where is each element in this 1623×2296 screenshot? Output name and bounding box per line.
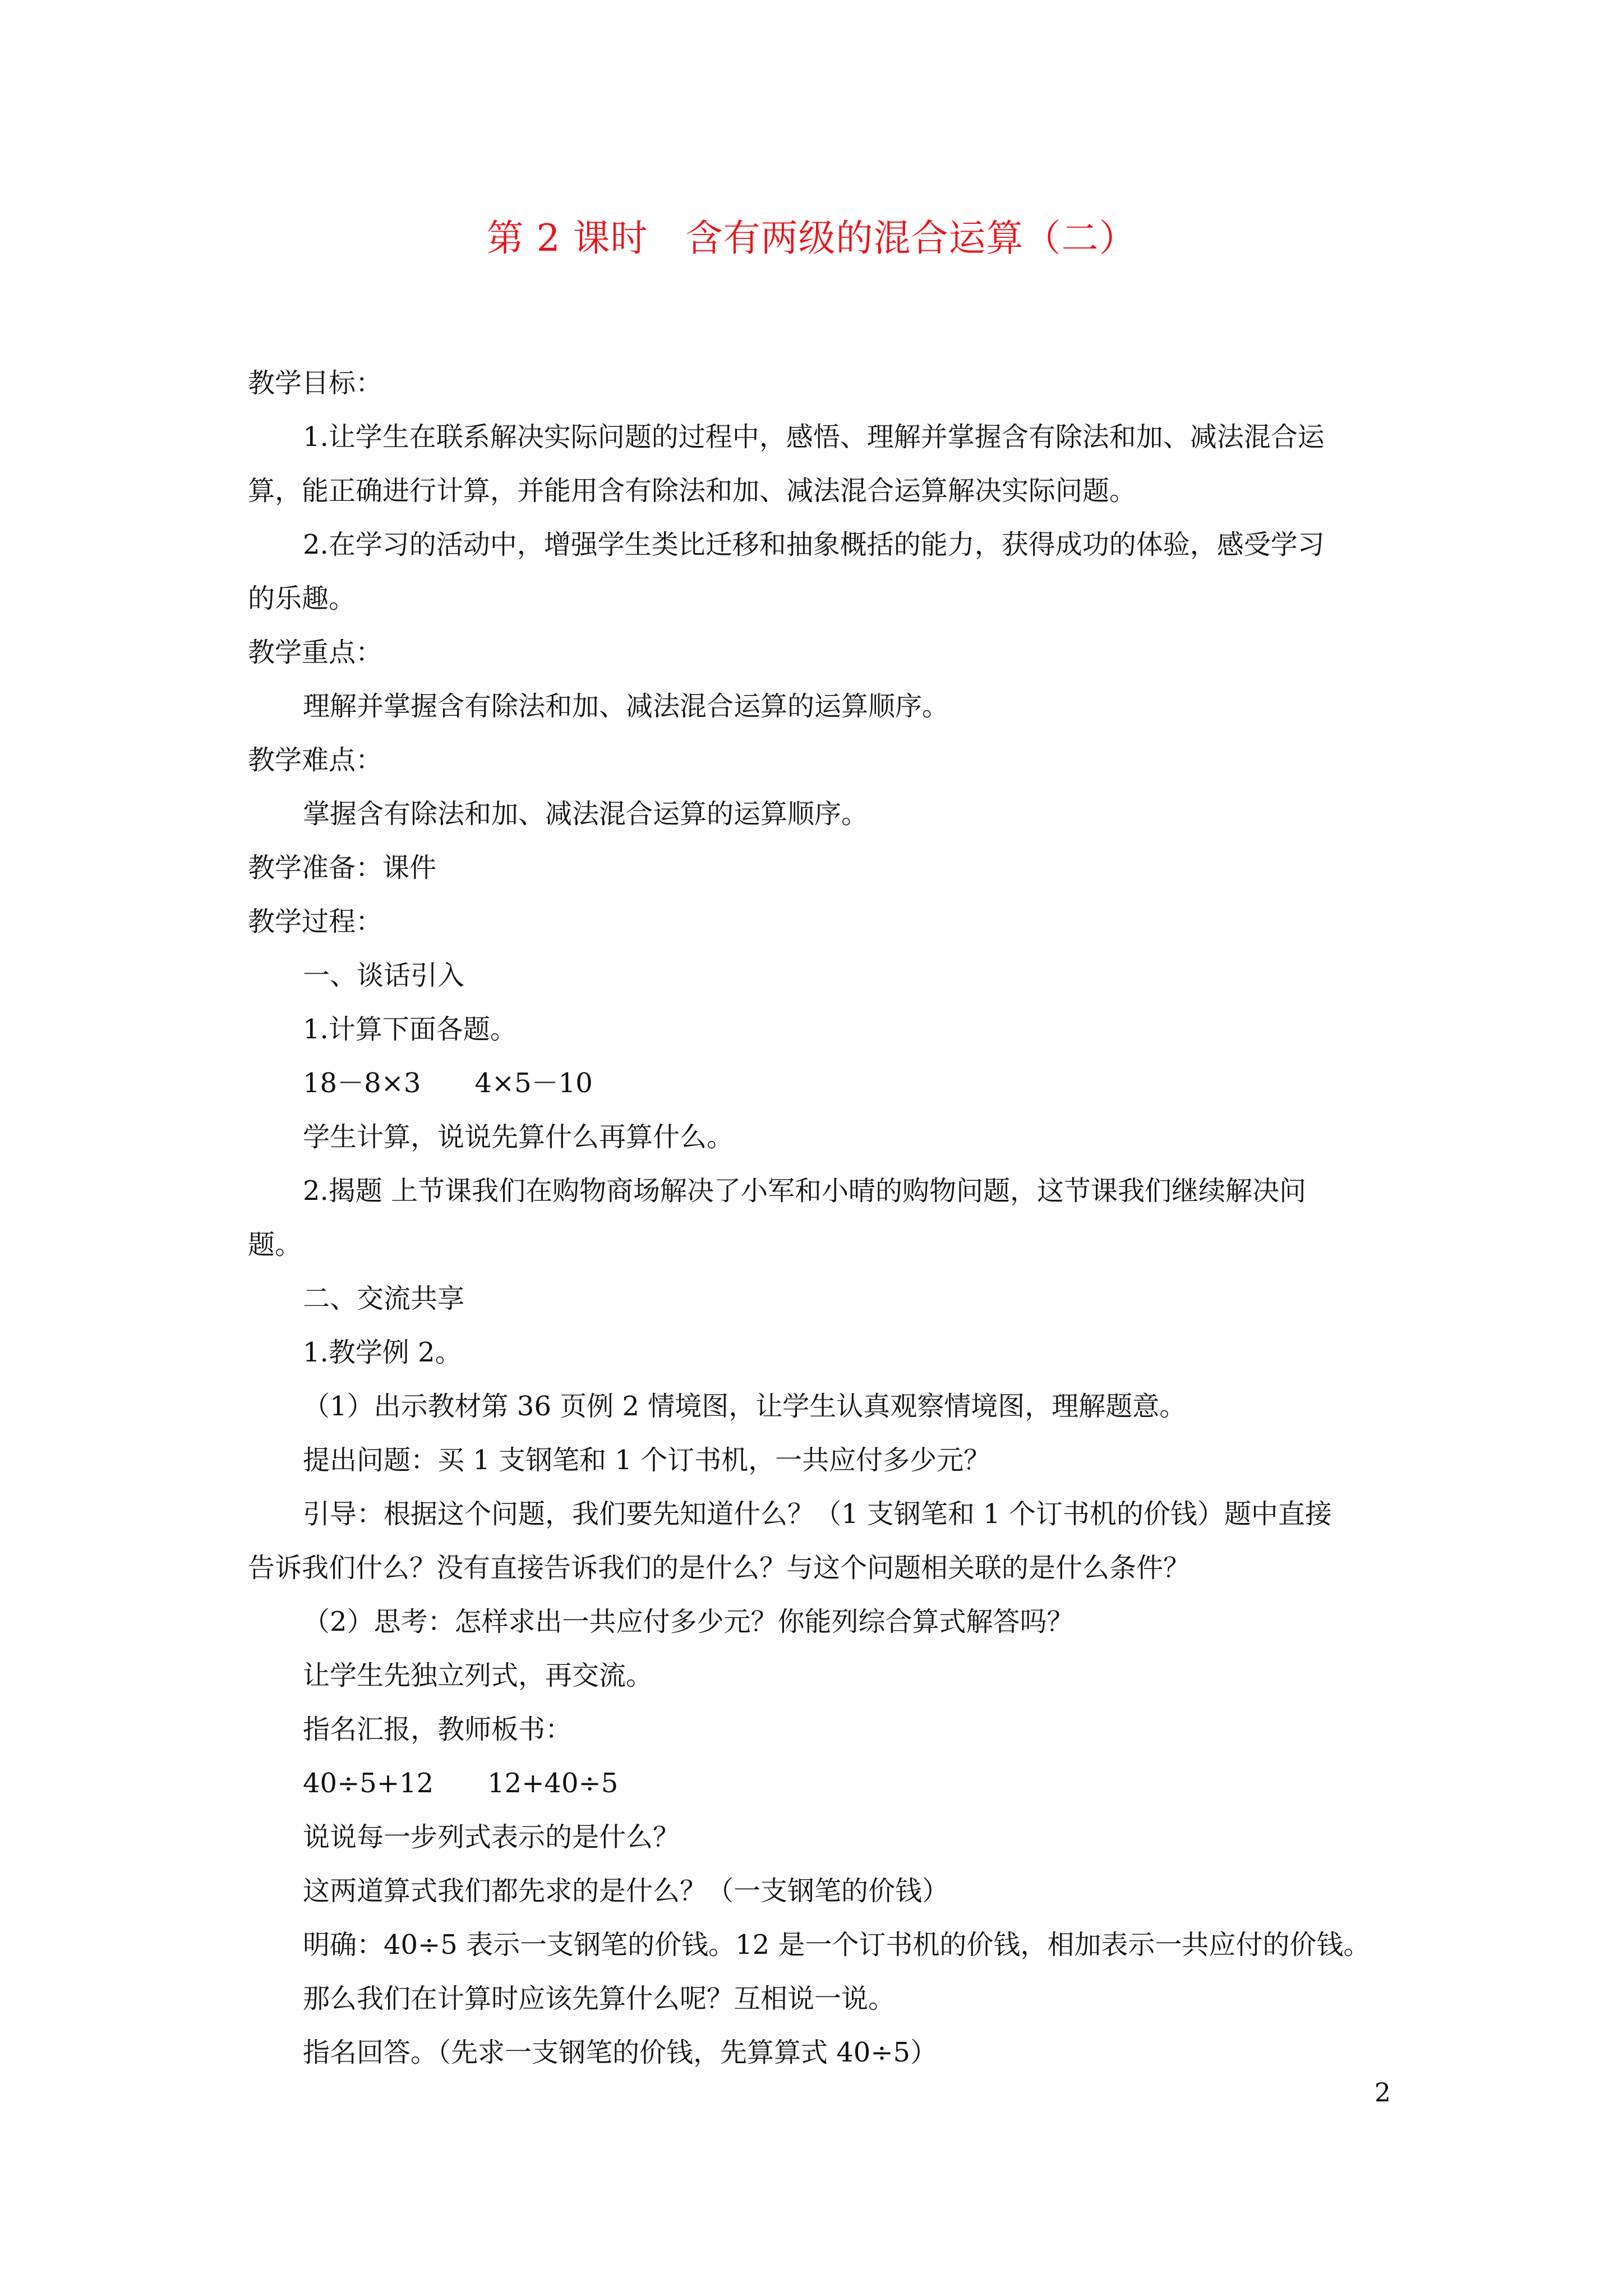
paragraph-line: 那么我们在计算时应该先算什么呢？互相说一说。 bbox=[303, 1983, 896, 2014]
subsection-heading: 二、交流共享 bbox=[303, 1283, 465, 1314]
paragraph-line: 2.在学习的活动中，增强学生类比迁移和抽象概括的能力，获得成功的体验，感受学习 bbox=[303, 529, 1325, 560]
section-heading-difficulties: 教学难点： bbox=[248, 744, 383, 776]
paragraph-line: 1.教学例 2。 bbox=[303, 1337, 462, 1368]
math-expression-line: 40÷5+12 12+40÷5 bbox=[303, 1768, 619, 1799]
page-title: 第 2 课时 含有两级的混合运算（二） bbox=[486, 217, 1137, 260]
paragraph-line: 告诉我们什么？没有直接告诉我们的是什么？与这个问题相关联的是什么条件？ bbox=[248, 1552, 1191, 1584]
paragraph-line: 说说每一步列式表示的是什么？ bbox=[303, 1821, 680, 1853]
paragraph-line: 学生计算，说说先算什么再算什么。 bbox=[303, 1121, 734, 1153]
paragraph-line: 题。 bbox=[248, 1229, 302, 1260]
paragraph-line: 1.让学生在联系解决实际问题的过程中，感悟、理解并掌握含有除法和加、减法混合运 bbox=[303, 421, 1325, 453]
document-body bbox=[248, 356, 1395, 2079]
paragraph-line: 明确：40÷5 表示一支钢笔的价钱。12 是一个订书机的价钱，相加表示一共应付的价钱。 bbox=[303, 1929, 1371, 1961]
paragraph-line: 的乐趣。 bbox=[248, 583, 356, 614]
section-heading-preparation: 教学准备：课件 bbox=[248, 852, 437, 884]
paragraph-line: （1）出示教材第 36 页例 2 情境图，让学生认真观察情境图，理解题意。 bbox=[303, 1391, 1187, 1422]
section-heading-objectives: 教学目标： bbox=[248, 367, 383, 399]
paragraph-line: 2.揭题 上节课我们在购物商场解决了小军和小晴的购物问题，这节课我们继续解决问 bbox=[303, 1175, 1307, 1207]
section-heading-process: 教学过程： bbox=[248, 906, 383, 937]
paragraph-line: 提出问题：买 1 支钢笔和 1 个订书机，一共应付多少元？ bbox=[303, 1444, 991, 1476]
paragraph-line: 掌握含有除法和加、减法混合运算的运算顺序。 bbox=[303, 798, 869, 830]
paragraph-line: 这两道算式我们都先求的是什么？（一支钢笔的价钱） bbox=[303, 1875, 949, 1907]
paragraph-line: （2）思考：怎样求出一共应付多少元？你能列综合算式解答吗？ bbox=[303, 1606, 1074, 1637]
paragraph-line: 指名回答。（先求一支钢笔的价钱，先算算式 40÷5） bbox=[303, 2037, 938, 2068]
paragraph-line: 指名汇报，教师板书： bbox=[303, 1714, 573, 1745]
paragraph-line: 算，能正确进行计算，并能用含有除法和加、减法混合运算解决实际问题。 bbox=[248, 475, 1137, 507]
paragraph-line: 理解并掌握含有除法和加、减法混合运算的运算顺序。 bbox=[303, 691, 949, 722]
math-expression-line: 18－8×3 4×5－10 bbox=[303, 1068, 593, 1099]
section-heading-key-points: 教学重点： bbox=[248, 637, 383, 668]
paragraph-line: 让学生先独立列式，再交流。 bbox=[303, 1660, 653, 1691]
subsection-heading: 一、谈话引入 bbox=[303, 960, 465, 991]
paragraph-line: 1.计算下面各题。 bbox=[303, 1014, 517, 1045]
page-number: 2 bbox=[1374, 2077, 1391, 2108]
paragraph-line: 引导：根据这个问题，我们要先知道什么？（1 支钢笔和 1 个订书机的价钱）题中直接 bbox=[303, 1498, 1332, 1530]
